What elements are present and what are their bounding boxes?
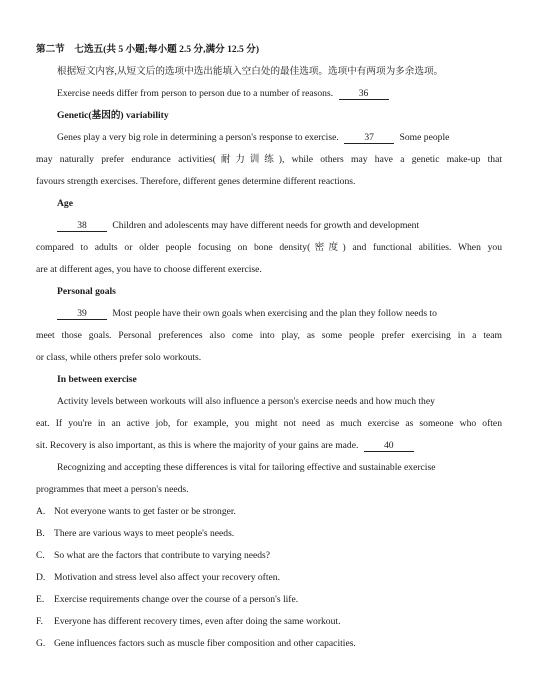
age-line-1 [57,220,502,232]
goals-line-3: or class, while others prefer solo workouts. [36,352,202,363]
option-letter: E. [36,594,45,605]
option-text: Not everyone wants to get faster or be stronger. [54,506,236,517]
genetic-line-2: may naturally prefer endurance activities(耐力训练), while others may have a genetic make-up that [36,154,502,165]
goals-heading: Personal goals [57,286,116,297]
conclusion-line-2: programmes that meet a person's needs. [36,484,189,495]
conclusion-line-1: Recognizing and accepting these differences is vital for tailoring effective and sustainable exercise [57,462,436,473]
goals-line-1-text: Most people have their own goals when exercising and the plan they follow needs to [112,308,437,319]
option-letter: F. [36,616,43,627]
option-b [36,528,502,540]
option-letter: A. [36,506,46,517]
genetic-heading: Genetic(基因的) variability [57,110,169,121]
between-line-3 [36,440,502,452]
between-line-3-text: sit. Recovery is also important, as this is where the majority of your gains are made. [36,440,359,451]
genetic-line-1-tail: Some people [399,132,450,143]
genetic-line-3: favours strength exercises. Therefore, different genes determine different reactions. [36,176,356,187]
age-heading: Age [57,198,73,209]
option-text: There are various ways to meet people's needs. [54,528,235,539]
option-letter: D. [36,572,46,583]
goals-line-2: meet those goals. Personal preferences also come into play, as some people prefer exercising in a team [36,330,502,341]
age-line-2: compared to adults or older people focusing on bone density(密度) and functional abilities. When you [36,242,502,253]
option-text: So what are the factors that contribute to varying needs? [54,550,271,561]
option-d [36,572,502,584]
option-text: Everyone has different recovery times, even after doing the same workout. [54,616,341,627]
option-c [36,550,502,562]
option-text: Motivation and stress level also affect your recovery often. [54,572,281,583]
blank-39[interactable]: 39 [57,308,107,320]
option-letter: G. [36,638,46,649]
option-e [36,594,502,606]
blank-36[interactable]: 36 [339,88,389,100]
blank-38[interactable]: 38 [57,220,107,232]
between-heading: In between exercise [57,374,137,385]
between-line-1: Activity levels between workouts will also influence a person's exercise needs and how much they [57,396,435,407]
blank-37[interactable]: 37 [344,132,394,144]
option-a [36,506,502,518]
option-text: Exercise requirements change over the course of a person's life. [54,594,299,605]
intro-paragraph [57,88,502,100]
genetic-line-1 [57,132,502,144]
option-g [36,638,502,650]
age-line-3: are at different ages, you have to choose different exercise. [36,264,262,275]
directions: 根据短文内容,从短文后的选项中选出能填入空白处的最佳选项。选项中有两项为多余选项。 [57,66,444,77]
option-text: Gene influences factors such as muscle fiber composition and other capacities. [54,638,356,649]
blank-40[interactable]: 40 [364,440,414,452]
age-line-1-text: Children and adolescents may have different needs for growth and development [112,220,420,231]
between-line-2: eat. If you're in an active job, for example, you might not need as much exercise as someone who often [36,418,502,429]
option-f [36,616,502,628]
goals-line-1 [57,308,502,320]
intro-text: Exercise needs differ from person to person due to a number of reasons. [57,88,334,99]
option-letter: B. [36,528,45,539]
genetic-line-1-text: Genes play a very big role in determining a person's response to exercise. [57,132,339,143]
option-letter: C. [36,550,45,561]
section-heading: 第二节 七选五(共 5 小题;每小题 2.5 分,满分 12.5 分) [36,44,260,55]
